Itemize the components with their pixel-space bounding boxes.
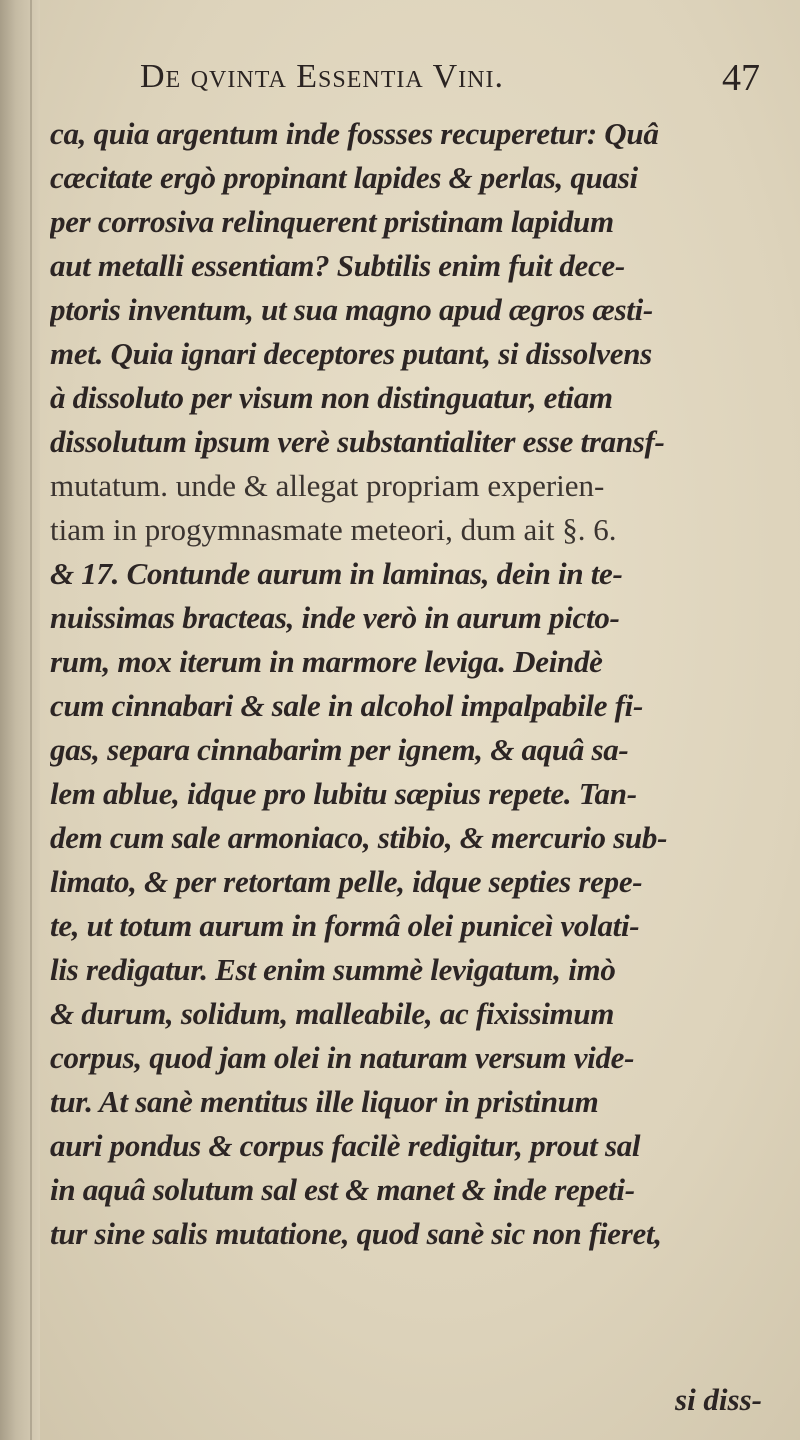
text-line: per corrosiva relinquerent pristinam lapidum	[50, 204, 614, 239]
text-line: ca, quia argentum inde fossses recuperetur: Quâ	[50, 116, 659, 151]
binding-gutter	[0, 0, 40, 1440]
running-title: De qvinta Essentia Vini.	[140, 58, 504, 95]
text-line: & durum, solidum, malleabile, ac fixissimum	[50, 996, 615, 1031]
text-line: rum, mox iterum in marmore leviga. Deindè	[50, 644, 603, 679]
text-line: corpus, quod jam olei in naturam versum vide-	[50, 1040, 635, 1075]
text-line: in aquâ solutum sal est & manet & inde repeti-	[50, 1172, 635, 1207]
text-line: lis redigatur. Est enim summè levigatum, imò	[50, 952, 616, 987]
text-line: dem cum sale armoniaco, stibio, & mercurio sub-	[50, 820, 668, 855]
text-line: cæcitate ergò propinant lapides & perlas, quasi	[50, 160, 638, 195]
text-line: mutatum. unde & allegat propriam experien-	[50, 468, 605, 503]
text-line: dissolutum ipsum verè substantialiter esse transf-	[50, 424, 665, 459]
page-number: 47	[722, 57, 760, 99]
catchword: si diss-	[675, 1382, 762, 1417]
body-text	[50, 112, 795, 1256]
text-line: lem ablue, idque pro lubitu sæpius repete. Tan-	[50, 776, 637, 811]
text-line: & 17. Contunde aurum in laminas, dein in te-	[50, 556, 623, 591]
text-line: gas, separa cinnabarim per ignem, & aquâ sa-	[50, 732, 629, 767]
text-line: tur sine salis mutatione, quod sanè sic non fieret,	[50, 1216, 662, 1251]
text-line: à dissoluto per visum non distinguatur, etiam	[50, 380, 613, 415]
text-line: auri pondus & corpus facilè redigitur, prout sal	[50, 1128, 641, 1163]
page-header	[140, 58, 780, 108]
text-line: te, ut totum aurum in formâ olei puniceì volati-	[50, 908, 640, 943]
text-line: limato, & per retortam pelle, idque septies repe-	[50, 864, 643, 899]
binding-edge-line	[30, 0, 32, 1440]
text-line: aut metalli essentiam? Subtilis enim fuit dece-	[50, 248, 625, 283]
text-line: ptoris inventum, ut sua magno apud ægros æsti-	[50, 292, 653, 327]
text-line: met. Quia ignari deceptores putant, si dissolvens	[50, 336, 652, 371]
text-line: tur. At sanè mentitus ille liquor in pristinum	[50, 1084, 599, 1119]
text-line: cum cinnabari & sale in alcohol impalpabile fi-	[50, 688, 644, 723]
text-line: nuissimas bracteas, inde verò in aurum picto-	[50, 600, 620, 635]
text-line: tiam in progymnasmate meteori, dum ait §. 6.	[50, 512, 617, 547]
